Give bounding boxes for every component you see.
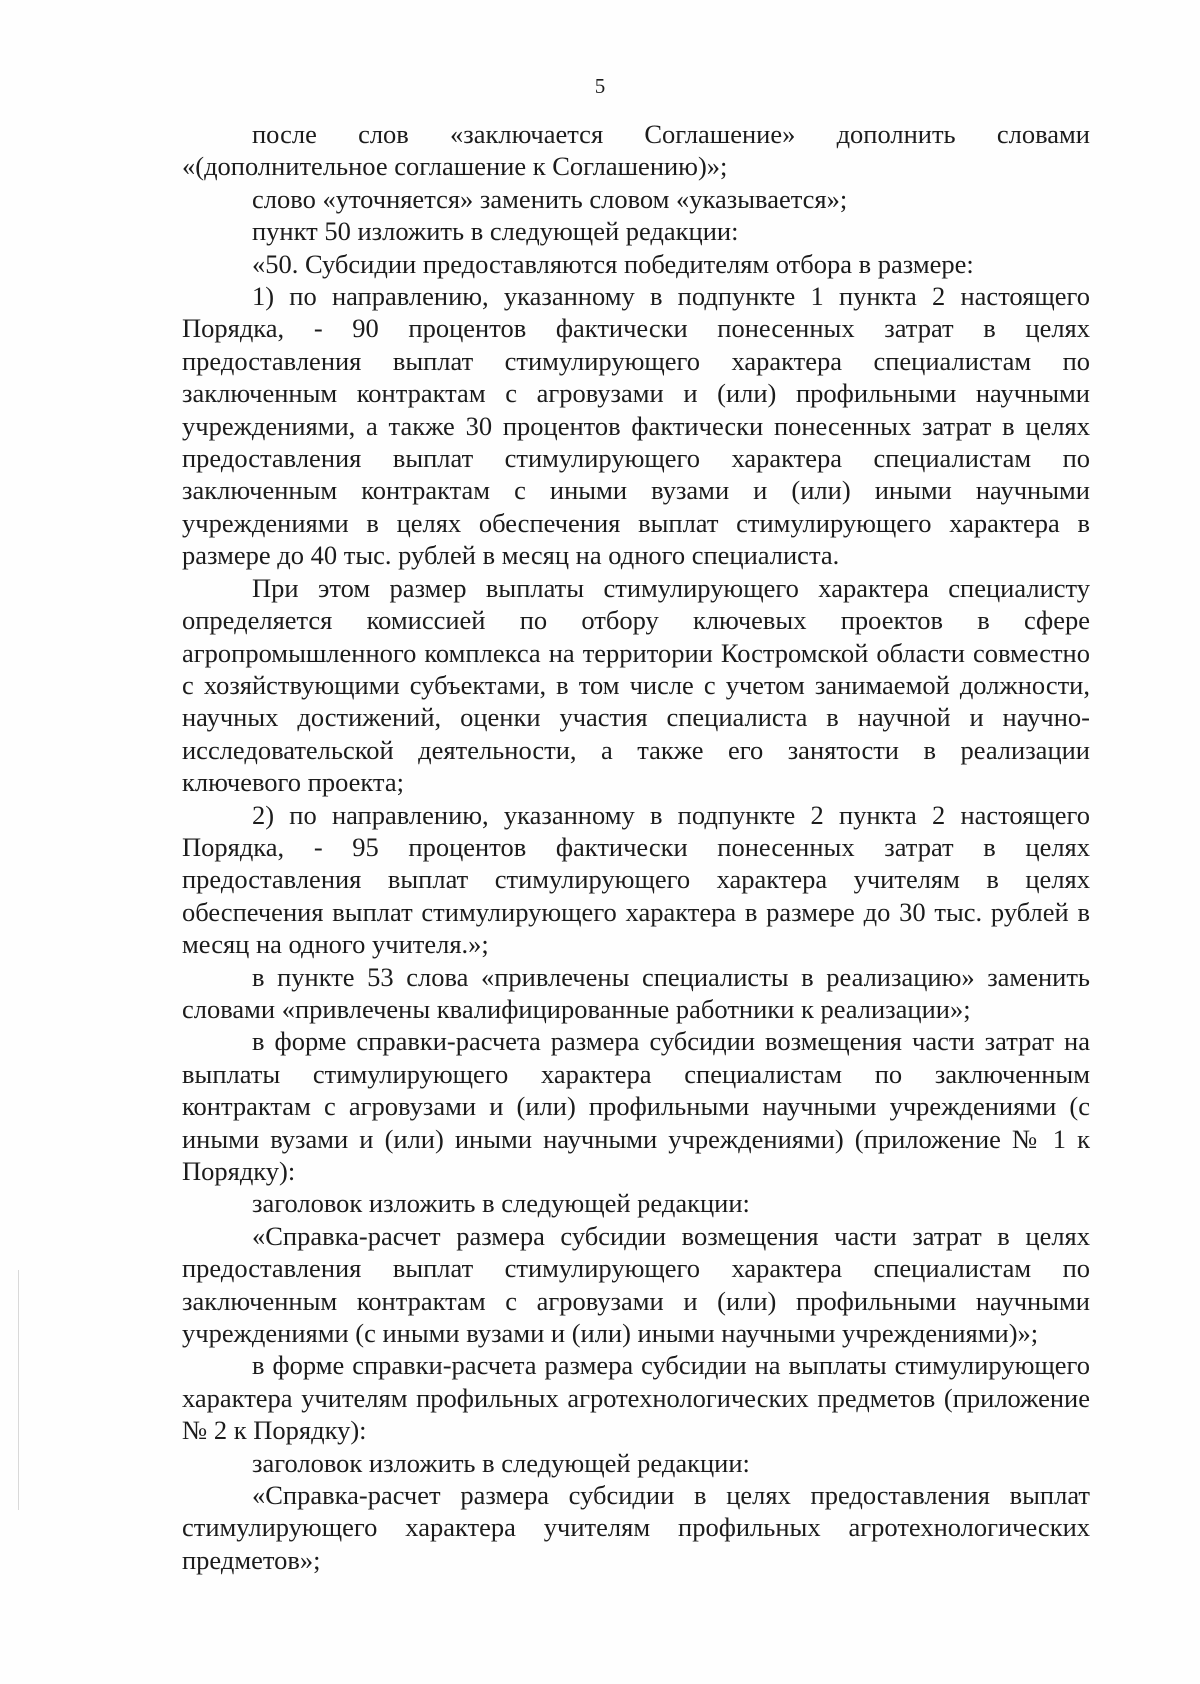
paragraph-6: При этом размер выплаты стимулирующего характера специалисту определяется комиссией по отбору ключевых проектов в сфере агропромышленного комплекса на территории Костромской области совместно с хозяйствующими субъектами, в том числе с учетом занимаемой должности, научных достижений, оценки участия специалиста в научной и научно-исследовательской деятельности, а также его занятости в реализации ключевого проекта; [182, 572, 1090, 798]
scan-edge-mark [18, 1270, 19, 1510]
document-body [182, 118, 1090, 1576]
paragraph-11: «Справка-расчет размера субсидии возмещения части затрат в целях предоставления выплат стимулирующего характера специалистам по заключенным контрактам с агровузами и (или) профильными научными учреждениями (с иными вузами и (или) иными научными учреждениями)»; [182, 1220, 1090, 1349]
paragraph-1: после слов «заключается Соглашение» дополнить словами «(дополнительное соглашение к Соглашению)»; [182, 119, 1090, 182]
paragraph-7: 2) по направлению, указанному в подпункте 2 пункта 2 настоящего Порядка, - 95 процентов фактически понесенных затрат в целях предоставления выплат стимулирующего характера учителям в целях обеспечения выплат стимулирующего характера в размере до 30 тыс. рублей в месяц на одного учителя.»; [182, 799, 1090, 960]
paragraph-8: в пункте 53 слова «привлечены специалисты в реализацию» заменить словами «привлечены квалифицированные работники к реализации»; [182, 961, 1090, 1024]
paragraph-3: пункт 50 изложить в следующей редакции: [252, 216, 739, 247]
page-number: 5 [594, 74, 606, 98]
paragraph-2: слово «уточняется» заменить словом «указывается»; [252, 183, 848, 214]
paragraph-14: «Справка-расчет размера субсидии в целях предоставления выплат стимулирующего характера учителям профильных агротехнологических предметов»; [182, 1480, 1090, 1575]
paragraph-4: «50. Субсидии предоставляются победителям отбора в размере: [252, 248, 974, 279]
paragraph-10: заголовок изложить в следующей редакции: [252, 1188, 750, 1219]
paragraph-12: в форме справки-расчета размера субсидии на выплаты стимулирующего характера учителям профильных агротехнологических предметов (приложение № 2 к Порядку): [182, 1350, 1090, 1446]
paragraph-9: в форме справки-расчета размера субсидии возмещения части затрат на выплаты стимулирующего характера специалистам по заключенным контрактам с агровузами и (или) профильными научными учреждениями (с иными вузами и (или) иными научными учреждениями) (приложение № 1 к Порядку): [182, 1026, 1090, 1186]
paragraph-13: заголовок изложить в следующей редакции: [252, 1447, 750, 1478]
paragraph-5: 1) по направлению, указанному в подпункте 1 пункта 2 настоящего Порядка, - 90 процентов фактически понесенных затрат в целях предоставления выплат стимулирующего характера специалистам по заключенным контрактам с агровузами и (или) профильными научными учреждениями, а также 30 процентов фактически понесенных затрат в целях предоставления выплат стимулирующего характера специалистам по заключенным контрактам с иными вузами и (или) иными научными учреждениями в целях обеспечения выплат стимулирующего характера в размере до 40 тыс. рублей в месяц на одного специалиста. [182, 281, 1090, 571]
